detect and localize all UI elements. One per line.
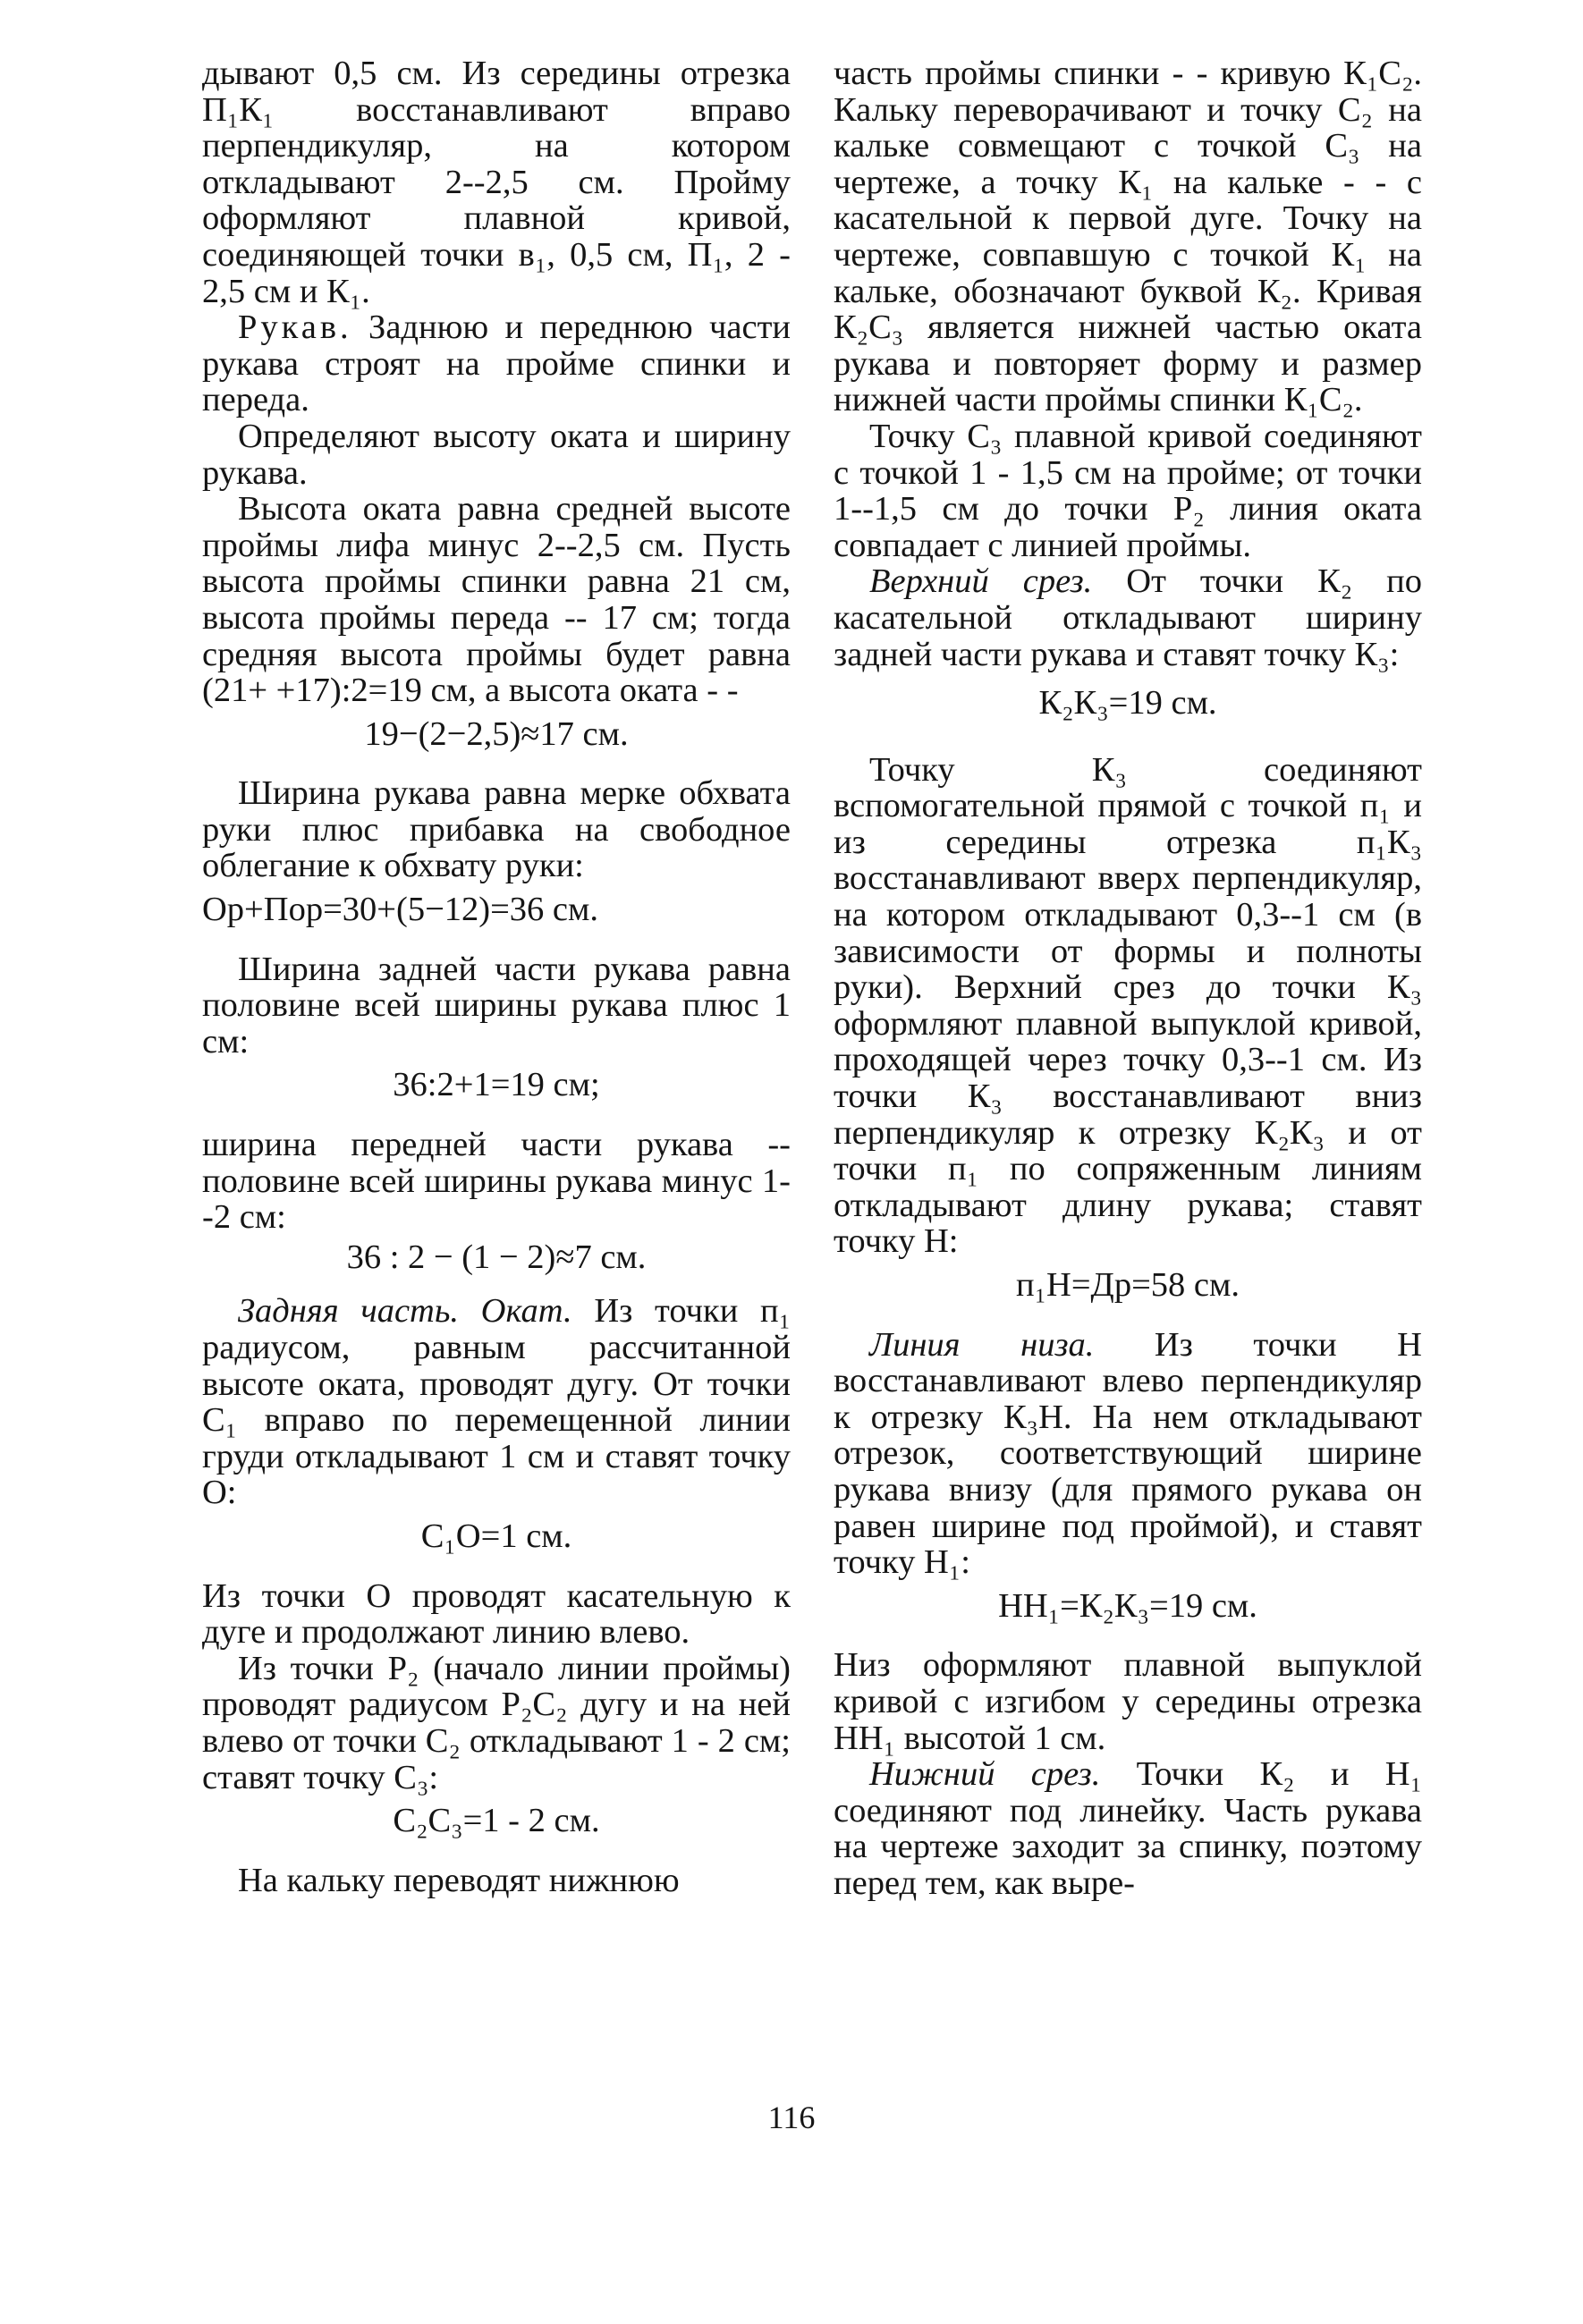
section-lead: Нижний срез. [869,1755,1101,1794]
section-lead: Рукав. [238,308,352,347]
paragraph-text: От точки К₂ по касательной откладывают ширину задней части рукава и ставят точку К₃: [834,562,1423,673]
section-lead: Линия низа. [869,1325,1095,1364]
paragraph: часть проймы спинки - - кривую К₁С₂. Кальку переворачивают и точку С₂ на кальке совмещают с точкой С₃ на чертеже, а точку К₁ на кальке - - с касательной к первой дуге. Точку на чертеже, совпавшую с точкой К₁ на кальке, обозначают буквой К₂. Кривая К₂С₃ является нижней частью оката рукава и повторяет форму и размер нижней части проймы спинки К₁С₂. [834,55,1422,419]
paragraph [834,1756,1422,1901]
paragraph [202,1293,791,1511]
paragraph-text: Точки К₂ и Н₁ соединяют под линейку. Часть рукава на чертеже заходит за спинку, поэтому перед тем, как выре- [834,1755,1422,1902]
paragraph: ширина передней части рукава -- половине всей ширины рукава минус 1--2 см: [202,1126,791,1237]
paragraph: Ширина рукава равна мерке обхвата руки плюс прибавка на свободное облегание к обхвату руки: [202,774,791,885]
section-lead: Верхний срез. [869,562,1093,601]
formula: НН₁=К₂К₃=19 см. [998,1586,1257,1625]
paragraph: Точку С₃ плавной кривой соединяют с точкой 1 - 1,5 см на пройме; от точки 1--1,5 см до точки Р₂ линия оката совпадает с линией проймы. [834,417,1422,564]
left-column [202,55,791,1898]
formula: 19−(2−2,5)≈17 см. [364,714,629,753]
paragraph [834,563,1422,672]
formula: п₁Н=Др=58 см. [1016,1266,1240,1304]
paragraph: На кальку переводят нижнюю [238,1861,680,1899]
formula: 36:2+1=19 см; [393,1066,600,1104]
formula: 36 : 2 − (1 − 2)≈7 см. [346,1238,647,1276]
formula: С₂С₃=1 - 2 см. [393,1802,600,1840]
formula: Ор+Пор=30+(5−12)=36 см. [202,891,599,929]
paragraph [834,1327,1422,1581]
paragraph: Ширина задней части рукава равна половине всей ширины рукава плюс 1 см: [202,950,791,1061]
paragraph-text: Из точки Н восстанавливают влево перпендикуляр к отрезку К₃Н. На нем откладывают отрезок, соответствующий ширине рукава внизу (для прямого рукава он равен ширине под проймой), и ставят точку Н₁: [834,1325,1422,1582]
paragraph: Определяют высоту оката и ширину рукава. [202,417,791,492]
paragraph: Высота оката равна средней высоте проймы лифа минус 2--2,5 см. Пусть высота проймы спинки равна 21 см, высота проймы переда -- 17 см; тогда средняя высота проймы будет равна (21+ +17):2=19 см, а высота оката - - [202,490,791,710]
page-number: 116 [767,2100,816,2135]
section-lead: Задняя часть. Окат. [238,1292,572,1331]
paragraph: Низ оформляют плавной выпуклой кривой с изгибом у середины отрезка НН₁ высотой 1 см. [834,1646,1422,1757]
paragraph: Из точки Р₂ (начало линии проймы) проводят радиусом Р₂С₂ дугу и на ней влево от точки С₂ откладывают 1 - 2 см; ставят точку С₃: [202,1649,791,1796]
right-column [834,55,1422,1902]
paragraph [202,309,791,418]
paragraph: Из точки О проводят касательную к дуге и продолжают линию влево. [202,1576,791,1652]
paragraph: дывают 0,5 см. Из середины отрезка П₁К₁ восстанавливают вправо перпендикуляр, на котором откладывают 2--2,5 см. Пройму оформляют плавной кривой, соединяющей точки в₁, 0,5 см, П₁, 2 - 2,5 см и К₁. [202,55,791,310]
paragraph: Точку К₃ соединяют вспомогательной прямой с точкой п₁ и из середины отрезка п₁К₃ восстанавливают вверх перпендикуляр, на котором откладывают 0,3--1 см (в зависимости от формы и полноты руки). Верхний срез до точки К₃ оформляют плавной выпуклой кривой, проходящей через точку 0,3--1 см. Из точки К₃ восстанавливают вниз перпендикуляр к отрезку К₂К₃ и от точки п₁ по сопряженным линиям откладывают длину рукава; ставят точку Н: [834,750,1422,1261]
paragraph-text: Из точки п₁ радиусом, равным рассчитанной высоте оката, проводят дугу. От точки С₁ вправо по перемещенной линии груди откладывают 1 см и ставят точку О: [202,1292,791,1512]
paragraph-text: Заднюю и переднюю части рукава строят на пройме спинки и переда. [202,308,791,419]
formula: С₁О=1 см. [420,1517,572,1555]
formula: К₂К₃=19 см. [1038,684,1217,723]
